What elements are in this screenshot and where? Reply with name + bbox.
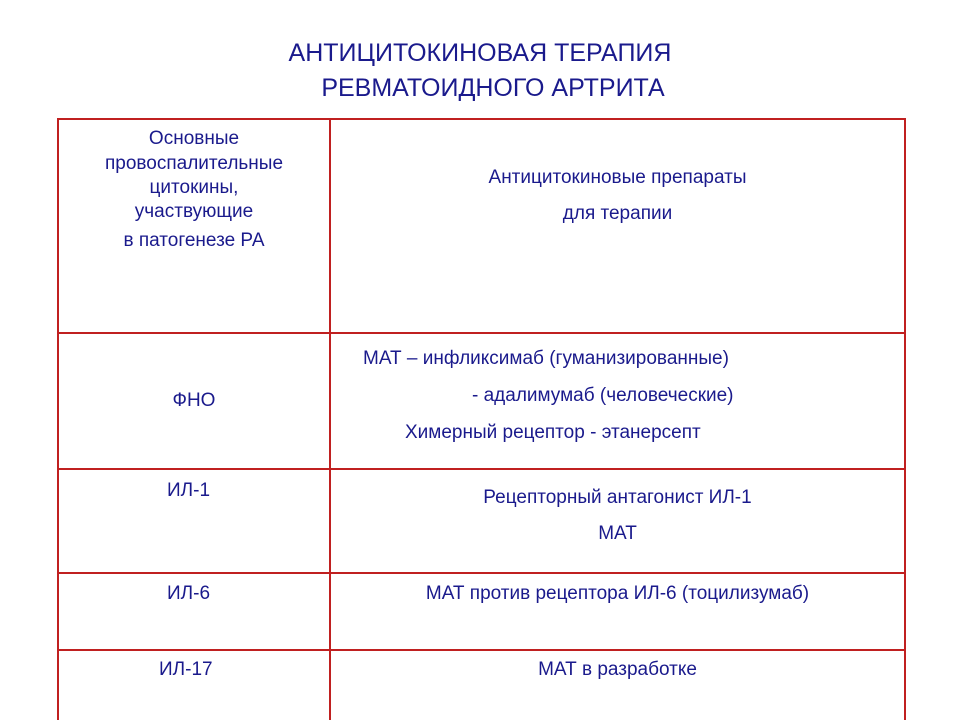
cytokine-label: ИЛ-1 (167, 480, 211, 501)
header-cytokines-cell (58, 119, 330, 333)
cytokine-label: ИЛ-17 (159, 659, 213, 680)
cytokine-cell (58, 469, 330, 573)
cytokine-cell (58, 650, 330, 720)
table-row (58, 469, 905, 573)
drugs-cell: МАТ против рецептора ИЛ-6 (тоцилизумаб) (330, 573, 905, 650)
drug-line: Химерный рецептор - этанерсепт (405, 422, 701, 443)
cytokine-label: ИЛ-6 (167, 583, 211, 604)
table-row (58, 650, 905, 720)
header-left-line: в патогенезе РА (123, 230, 265, 251)
header-drugs-cell (330, 119, 905, 333)
drugs-cell: МАТ в разработке (330, 650, 905, 720)
header-left-line: провоспалительные (104, 153, 284, 174)
header-left-line: цитокины, (149, 177, 239, 198)
cytokine-cell (58, 573, 330, 650)
drug-line: МАТ – инфликсимаб (гуманизированные) (363, 348, 729, 369)
drugs-cell (330, 469, 905, 573)
header-right-line: для терапии (562, 203, 673, 224)
header-left-line: Основные (148, 128, 240, 149)
title-line-1: АНТИЦИТОКИНОВАЯ ТЕРАПИЯ (288, 39, 672, 67)
therapy-table (57, 118, 906, 720)
header-right-line: Антицитокиновые препараты (488, 167, 747, 188)
drug-line: - адалимумаб (человеческие) (472, 385, 734, 406)
title-line-2: РЕВМАТОИДНОГО АРТРИТА (321, 74, 665, 102)
drugs-cell (330, 333, 905, 469)
drug-line: МАТ (598, 523, 637, 544)
slide-title (0, 36, 960, 106)
table-header-row (58, 119, 905, 333)
table-row (58, 573, 905, 650)
cytokine-cell: ФНО (58, 333, 330, 469)
drug-line: Рецепторный антагонист ИЛ-1 (483, 487, 752, 508)
header-left-line: участвующие (134, 201, 254, 222)
table-row (58, 333, 905, 469)
